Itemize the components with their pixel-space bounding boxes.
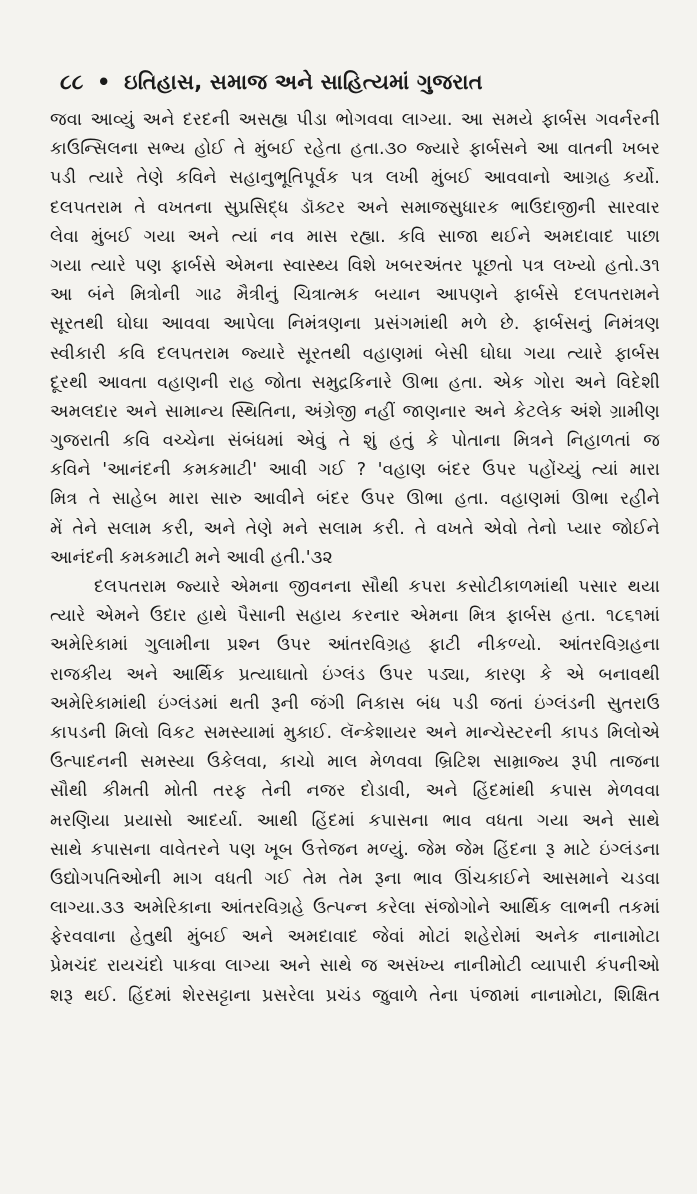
page-number: ૮૮ — [60, 70, 84, 94]
text-line: સ્વીકારી કવિ દલપતરામ જ્યારે સૂરતથી વહાણમાં બેસી ઘોઘા ગયા ત્યારે ફાર્બસ — [50, 343, 660, 364]
text-line: મેં તેને સલામ કરી, અને તેણે મને સલામ કરી. તે વખતે એવો તેનો પ્યાર જોઈને — [50, 518, 660, 539]
text-line: પ્રેમચંદ રાયચંદો પાકવા લાગ્યા અને સાથે જ અસંખ્ય નાનીમોટી વ્યાપારી કંપનીઓ — [50, 956, 660, 977]
text-line: મિત્ર તે સાહેબ મારા સારુ આવીને બંદર ઉપર ઊભા હતા. વહાણમાં ઊભા રહીને — [50, 489, 660, 510]
text-line: કાપડની મિલો વિકટ સમસ્યામાં મુકાઈ. લૅન્કેશાયર અને માન્ચેસ્ટરની કાપડ મિલોએ — [50, 722, 660, 743]
text-line: અમેરિકામાંથી ઇંગ્લંડમાં થતી રૂની જંગી નિકાસ બંધ પડી જતાં ઇંગ્લંડની સુતરાઉ — [50, 693, 660, 714]
body-text — [50, 106, 660, 1011]
text-line: લેવા મુંબઈ ગયા અને ત્યાં નવ માસ રહ્યા. કવિ સાજા થઈને અમદાવાદ પાછા — [50, 226, 660, 247]
text-line: સૂરતથી ઘોઘા આવવા આપેલા નિમંત્રણના પ્રસંગમાંથી મળે છે. ફાર્બસનું નિમંત્રણ — [50, 314, 660, 335]
text-line-paragraph-start: દલપતરામ જ્યારે એમના જીવનના સૌથી કપરા કસોટીકાળમાંથી પસાર થયા — [94, 577, 660, 597]
text-line: ફેરવવાના હેતુથી મુંબઈ અને અમદાવાદ જેવાં મોટાં શહેરોમાં અનેક નાનામોટા — [50, 927, 660, 948]
text-line: ગયા ત્યારે પણ ફાર્બસે એમના સ્વાસ્થ્ય વિશે ખબરઅંતર પૂછતો પત્ર લખ્યો હતો.૩૧ — [50, 255, 660, 276]
text-line: કવિને 'આનંદની કમકમાટી' આવી ગઈ ? 'વહાણ બંદર ઉપર પહોંચ્યું ત્યાં મારા — [50, 460, 660, 481]
text-line: દૂરથી આવતા વહાણની રાહ જોતા સમુદ્રકિનારે ઊભા હતા. એક ગોરા અને વિદેશી — [50, 372, 660, 393]
header-bullet: • — [97, 70, 111, 94]
text-line-paragraph-end: આનંદની કમકમાટી મને આવી હતી.'૩૨ — [50, 547, 333, 568]
text-line: સાથે કપાસના વાવેતરને પણ ખૂબ ઉત્તેજન મળ્યું. જેમ જેમ હિંદના રૂ માટે ઇંગ્લંડના — [50, 839, 660, 860]
text-line: કાઉન્સિલના સભ્ય હોઈ તે મુંબઈ રહેતા હતા.૩૦ જ્યારે ફાર્બસને આ વાતની ખબર — [50, 139, 660, 160]
book-title: ઇતિહાસ, સમાજ અને સાહિત્યમાં ગુજરાત — [124, 70, 483, 94]
text-line: રાજકીય અને આર્થિક પ્રત્યાઘાતો ઇંગ્લંડ ઉપર પડ્યા, કારણ કે એ બનાવથી — [50, 664, 660, 685]
text-line: અમલદાર અને સામાન્ય સ્થિતિના, અંગ્રેજી નહીં જાણનાર અને કેટલેક અંશે ગ્રામીણ — [50, 401, 660, 422]
text-line: ઉદ્યોગપતિઓની માગ વધતી ગઈ તેમ તેમ રૂના ભાવ ઊંચકાઈને આસમાને ચડવા — [50, 868, 660, 889]
text-line: ત્યારે એમને ઉદાર હાથે પૈસાની સહાય કરનાર એમના મિત્ર ફાર્બસ હતા. ૧૮૬૧માં — [50, 606, 660, 627]
text-line: મરણિયા પ્રયાસો આદર્યા. આથી હિંદમાં કપાસના ભાવ વધતા ગયા અને સાથે — [50, 810, 660, 831]
text-line: સૌથી કીમતી મોતી તરફ તેની નજર દોડાવી, અને હિંદમાંથી કપાસ મેળવવા — [50, 781, 660, 802]
text-line: પડી ત્યારે તેણે કવિને સહાનુભૂતિપૂર્વક પત્ર લખી મુંબઈ આવવાનો આગ્રહ કર્યો. — [50, 168, 660, 189]
text-line: શરૂ થઈ. હિંદમાં શેરસટ્ટાના પ્રસરેલા પ્રચંડ જુવાળે તેના પંજામાં નાનામોટા, શિક્ષિત — [50, 985, 660, 1006]
text-line: અમેરિકામાં ગુલામીના પ્રશ્ન ઉપર આંતરવિગ્રહ ફાટી નીકળ્યો. આંતરવિગ્રહના — [50, 635, 660, 656]
text-line: ગુજરાતી કવિ વચ્ચેના સંબંધમાં એવું તે શું હતું કે પોતાના મિત્રને નિહાળતાં જ — [50, 431, 660, 452]
running-header — [60, 70, 483, 95]
text-line: ઉત્પાદનની સમસ્યા ઉકેલવા, કાચો માલ મેળવવા બ્રિટિશ સામ્રાજ્ય રૂપી તાજના — [50, 752, 660, 773]
text-line: આ બંને મિત્રોની ગાઢ મૈત્રીનું ચિત્રાત્મક બયાન આપણને ફાર્બસે દલપતરામને — [50, 285, 660, 306]
text-line: જવા આવ્યું અને દરદની અસહ્ય પીડા ભોગવવા લાગ્યા. આ સમયે ફાર્બસ ગવર્નરની — [50, 110, 660, 130]
text-line: લાગ્યા.૩૩ અમેરિકાના આંતરવિગ્રહે ઉત્પન્ન કરેલા સંજોગોને આર્થિક લાભની તકમાં — [50, 898, 660, 919]
text-line: દલપતરામ તે વખતના સુપ્રસિદ્ધ ડૉક્ટર અને સમાજસુધારક ભાઉદાજીની સારવાર — [50, 197, 660, 218]
